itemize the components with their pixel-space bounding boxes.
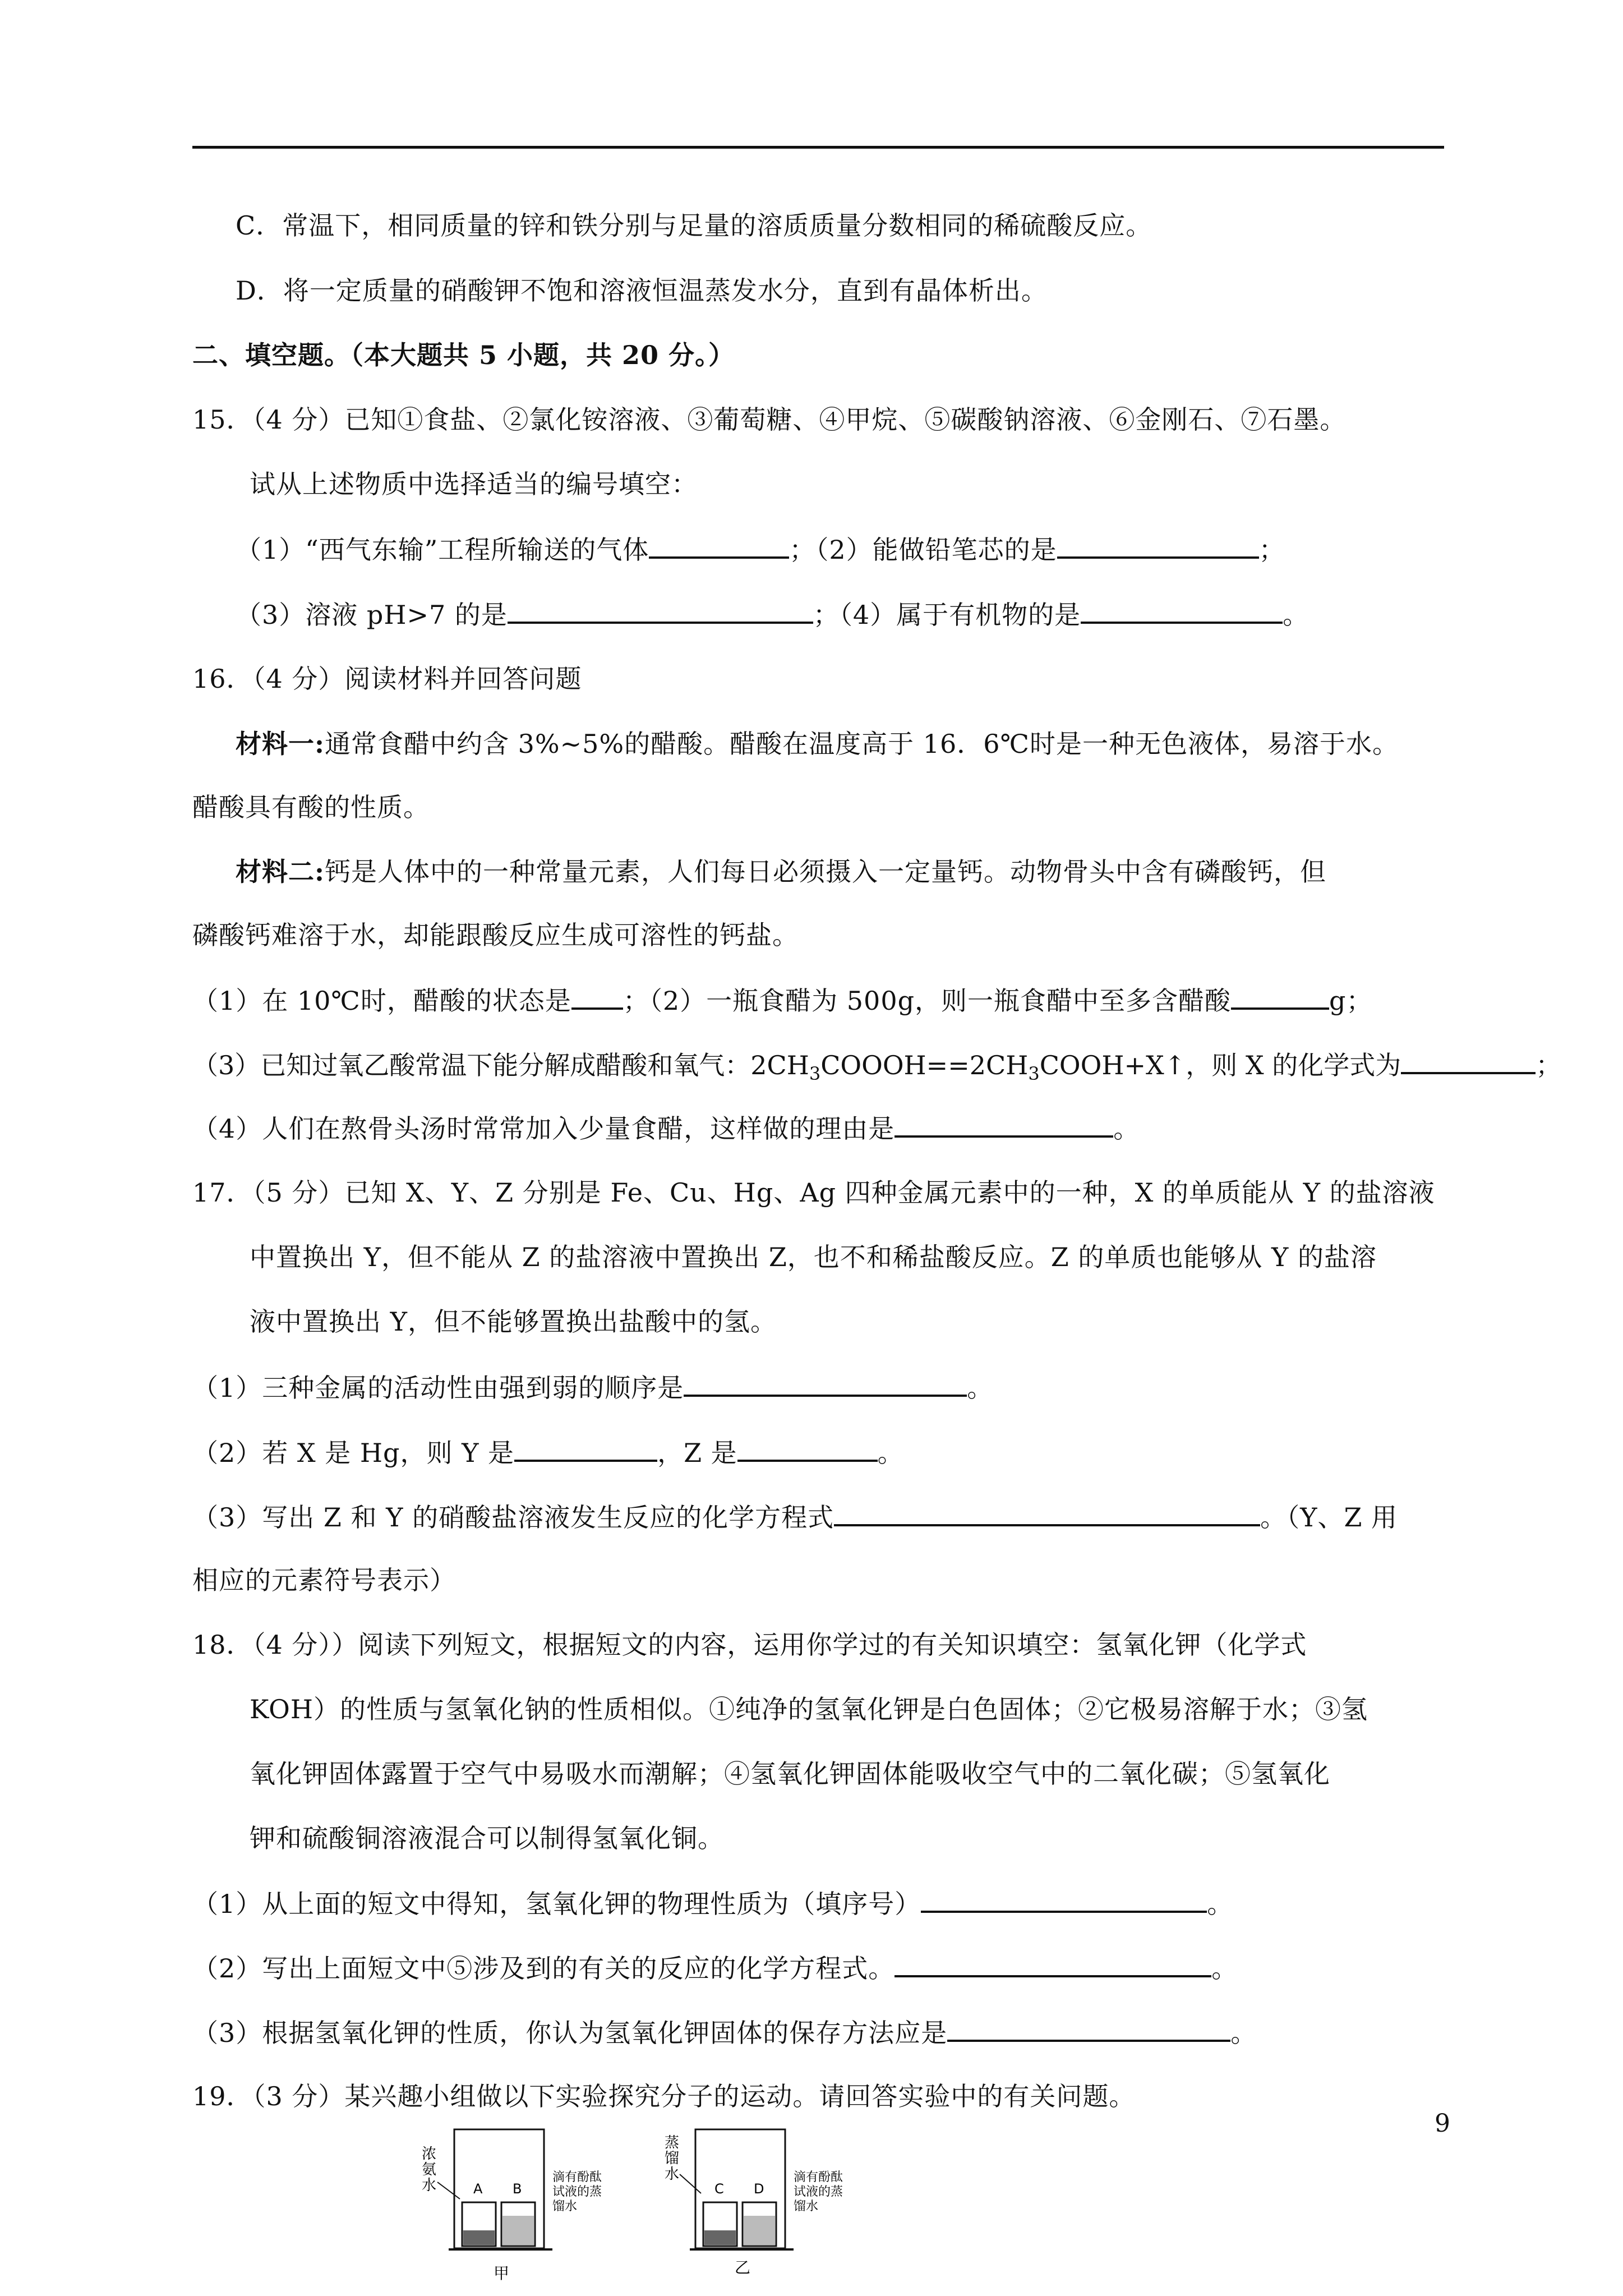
setup-yi xyxy=(665,2129,843,2277)
q18-line-2: （2）写出上面短文中⑤涉及到的有关的反应的化学方程式。 。 xyxy=(192,1950,1238,1985)
blank-17-3[interactable] xyxy=(737,1435,878,1462)
blank-17-2[interactable] xyxy=(514,1435,657,1462)
blank-18-2[interactable] xyxy=(895,1950,1211,1977)
yi-right-label-2: 试液的蒸 xyxy=(794,2185,843,2199)
q17-line-3-cont: 相应的元素符号表示） xyxy=(192,1565,456,1595)
jia-label-a: A xyxy=(473,2181,483,2197)
q17-stem-3: 液中置换出 Y，但不能够置换出盐酸中的氢。 xyxy=(250,1306,777,1337)
jia-left-label-2: 氨 xyxy=(422,2161,437,2178)
q15-intro: 试从上述物质中选择适当的编号填空： xyxy=(250,469,698,499)
yi-label-d: D xyxy=(754,2181,764,2197)
blank-18-1[interactable] xyxy=(921,1886,1207,1913)
q16-line-3: （3）已知过氧乙酸常温下能分解成醋酸和氧气：$2CH_3COOOH==2CH_3COOH+X↑$，则 X 的化学式为 ； xyxy=(192,1047,1561,1091)
yi-liquid-d xyxy=(744,2216,775,2245)
jia-liquid-b xyxy=(502,2216,534,2245)
blank-16-4[interactable] xyxy=(895,1111,1113,1138)
q17-line-1: （1）三种金属的活动性由强到弱的顺序是 。 xyxy=(192,1370,993,1405)
blank-15-3[interactable] xyxy=(508,597,813,624)
q19-stem: 19．（3 分）某兴趣小组做以下实验探究分子的运动。请回答实验中的有关问题。 xyxy=(192,2081,1136,2111)
blank-16-2[interactable] xyxy=(1231,983,1329,1010)
q15-line-1: （1）“西气东输”工程所输送的气体 ；（2）能做铅笔芯的是 ； xyxy=(236,532,1285,567)
q16-material-2: 材料二:钙是人体中的一种常量元素，人们每日必须摄入一定量钙。动物骨头中含有磷酸钙，但 xyxy=(236,857,1326,887)
q16-stem: 16．（4 分）阅读材料并回答问题 xyxy=(192,664,582,694)
jia-left-label-1: 浓 xyxy=(422,2146,437,2162)
q15-stem: 15．（4 分）已知①食盐、②氯化铵溶液、③葡萄糖、④甲烷、⑤碳酸钠溶液、⑥金刚石、⑦石墨。 xyxy=(192,404,1347,435)
q18-stem-3: 氧化钾固体露置于空气中易吸水而潮解；④氢氧化钾固体能吸收空气中的二氧化碳；⑤氢氧化 xyxy=(250,1759,1330,1789)
q18-line-1: （1）从上面的短文中得知，氢氧化钾的物理性质为（填序号） 。 xyxy=(192,1886,1233,1921)
jia-liquid-a xyxy=(463,2230,495,2245)
setup-jia xyxy=(422,2129,602,2283)
q18-stem: 18．（4 分））阅读下列短文，根据短文的内容，运用你学过的有关知识填空：氢氧化钾（化学式 xyxy=(192,1630,1307,1660)
blank-15-2[interactable] xyxy=(1057,532,1259,559)
yi-left-label-3: 水 xyxy=(665,2166,680,2183)
experiment-figure xyxy=(415,2126,892,2294)
yi-label-c: C xyxy=(714,2181,724,2197)
q15-line-2: （3）溶液 pH>7 的是 ；（4）属于有机物的是 。 xyxy=(236,597,1309,632)
q17-stem: 17．（5 分）已知 X、Y、Z 分别是 Fe、Cu、Hg、Ag 四种金属元素中的一种，X 的单质能从 Y 的盐溶液 xyxy=(192,1177,1435,1208)
jia-left-label-3: 水 xyxy=(422,2177,437,2194)
blank-18-3[interactable] xyxy=(947,2015,1230,2042)
section2-title: 二、填空题。（本大题共 5 小题，共 20 分。） xyxy=(192,340,735,370)
jia-label-b: B xyxy=(513,2181,522,2197)
blank-15-1[interactable] xyxy=(649,532,789,559)
q17-line-3: （3）写出 Z 和 Y 的硝酸盐溶液发生反应的化学方程式 。（Y、Z 用 xyxy=(192,1499,1398,1534)
page-number: 9 xyxy=(1435,2109,1450,2138)
q17-stem-2: 中置换出 Y，但不能从 Z 的盐溶液中置换出 Z，也不和稀盐酸反应。Z 的单质也能够从 Y 的盐溶 xyxy=(250,1242,1377,1272)
blank-16-3[interactable] xyxy=(1401,1047,1536,1074)
jia-caption: 甲 xyxy=(494,2264,510,2283)
q16-material-1: 材料一:通常食醋中约含 3%~5%的醋酸。醋酸在温度高于 16．6℃时是一种无色液体，易溶于水。 xyxy=(236,729,1399,759)
yi-left-label-2: 馏 xyxy=(665,2150,680,2167)
q14-option-c: C．常温下，相同质量的锌和铁分别与足量的溶质质量分数相同的稀硫酸反应。 xyxy=(236,210,1152,241)
q18-line-3: （3）根据氢氧化钾的性质，你认为氢氧化钾固体的保存方法应是 。 xyxy=(192,2015,1257,2050)
blank-16-1[interactable] xyxy=(571,983,623,1010)
jia-right-label-2: 试液的蒸 xyxy=(552,2185,602,2199)
yi-liquid-c xyxy=(704,2230,736,2245)
q17-line-2: （2）若 X 是 Hg，则 Y 是 ，Z 是 。 xyxy=(192,1435,904,1470)
jia-right-label-1: 滴有酚酞 xyxy=(552,2170,602,2184)
q16-material-1-cont: 醋酸具有酸的性质。 xyxy=(192,792,430,822)
q16-line-4: （4）人们在熬骨头汤时常常加入少量食醋，这样做的理由是 。 xyxy=(192,1111,1140,1145)
yi-right-label-3: 馏水 xyxy=(794,2200,819,2214)
blank-17-4[interactable] xyxy=(834,1499,1260,1526)
yi-left-label-1: 蒸 xyxy=(665,2134,680,2151)
header-rule xyxy=(192,146,1444,149)
q16-line-1: （1）在 10℃时，醋酸的状态是 ；（2）一瓶食醋为 500g，则一瓶食醋中至多含醋酸 g； xyxy=(192,983,1372,1018)
q14-option-d: D．将一定质量的硝酸钾不饱和溶液恒温蒸发水分，直到有晶体析出。 xyxy=(236,275,1048,306)
q18-stem-4: 钾和硫酸铜溶液混合可以制得氢氧化铜。 xyxy=(250,1823,724,1853)
jia-right-label-3: 馏水 xyxy=(552,2200,578,2214)
q16-material-2-cont: 磷酸钙难溶于水，却能跟酸反应生成可溶性的钙盐。 xyxy=(192,920,799,950)
blank-15-4[interactable] xyxy=(1081,597,1283,624)
yi-caption: 乙 xyxy=(735,2258,751,2277)
blank-17-1[interactable] xyxy=(684,1370,967,1397)
q18-stem-2: KOH）的性质与氢氧化钠的性质相似。①纯净的氢氧化钾是白色固体；②它极易溶解于水；③氢 xyxy=(250,1694,1368,1724)
yi-right-label-1: 滴有酚酞 xyxy=(794,2170,843,2184)
